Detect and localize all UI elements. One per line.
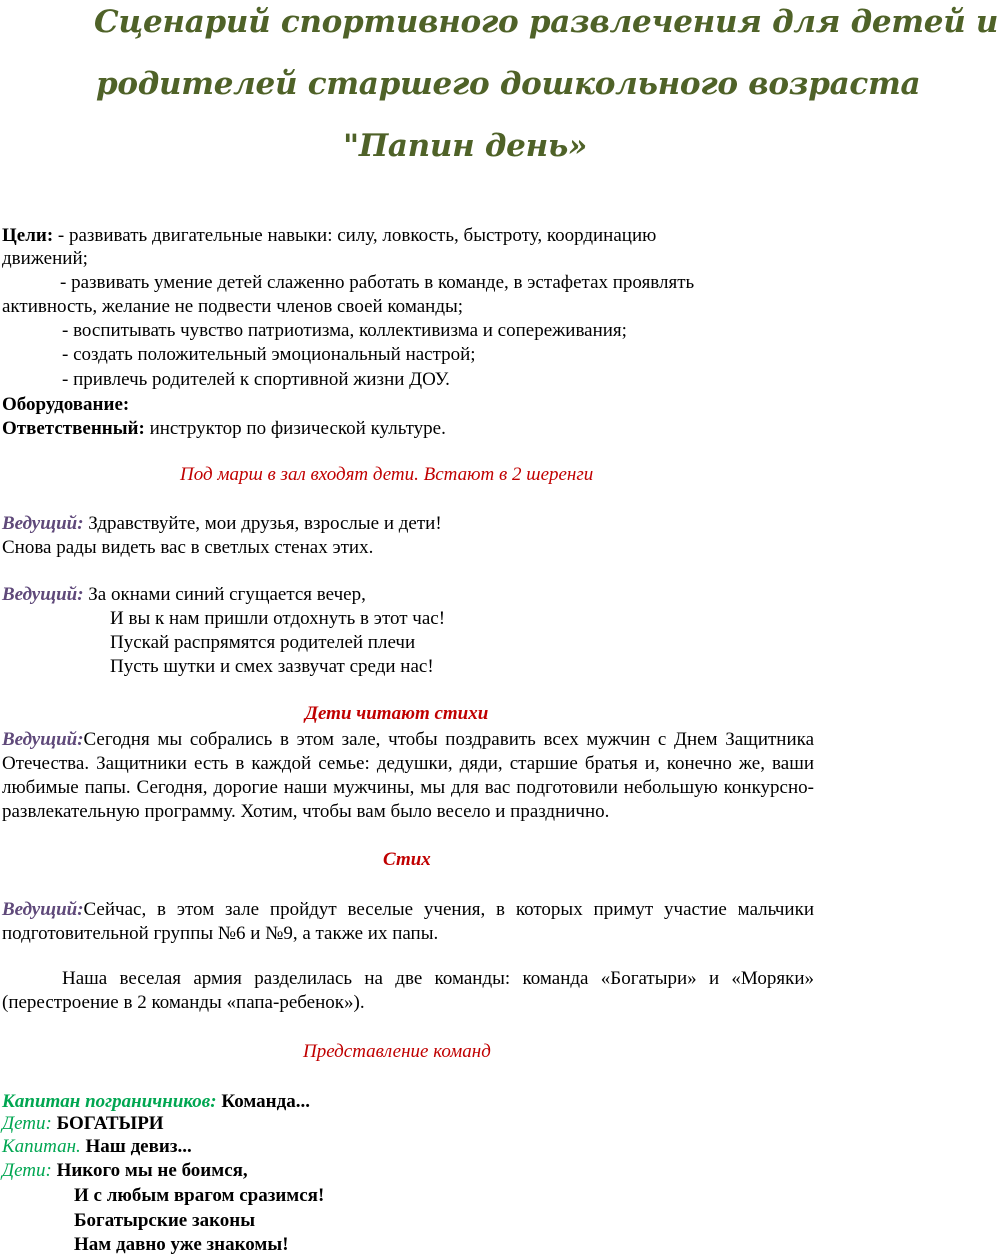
goals-label: Цели: <box>2 225 54 246</box>
captain-text: Наш девиз... <box>80 1136 192 1157</box>
stage-direction-verse: Стих <box>383 849 431 870</box>
host-label: Ведущий: <box>2 729 84 750</box>
title-line-3: "Папин день» <box>343 128 588 164</box>
kids-text-1: БОГАТЫРИ <box>51 1113 164 1134</box>
title-line-2: родителей старшего дошкольного возраста <box>96 66 921 102</box>
host-line-2 <box>2 584 366 606</box>
host-greeting-2: Снова рады видеть вас в светлых стенах этих. <box>2 537 374 558</box>
goals-line-7: - привлечь родителей к спортивной жизни ДОУ. <box>62 369 450 390</box>
dialog-line-3 <box>2 1136 192 1158</box>
kids-text-2: Никого мы не боимся, <box>51 1160 248 1181</box>
army-paragraph: Наша веселая армия разделилась на две команды: команда «Богатыри» и «Моряки» (перестроение в 2 команды «папа-ребенок»). <box>2 968 814 1013</box>
kids-label: Дети: <box>2 1160 52 1181</box>
motto-line-2: И с любым врагом сразимся! <box>74 1185 325 1206</box>
goals-line-6: - создать положительный эмоциональный настрой; <box>62 344 476 365</box>
goals-text-1: - развивать двигательные навыки: силу, ловкость, быстроту, координацию <box>53 225 657 246</box>
equipment-label: Оборудование: <box>2 394 130 415</box>
host-paragraph-exercises <box>2 898 814 946</box>
host-line-1 <box>2 513 442 535</box>
host-label: Ведущий: <box>2 584 84 605</box>
poem-line-1: За окнами синий сгущается вечер, <box>83 584 366 605</box>
goals-line-4: активность, желание не подвести членов своей команды; <box>2 296 464 317</box>
goals-line-1 <box>2 225 656 247</box>
captain-border-label: Капитан пограничников: <box>2 1091 217 1112</box>
stage-direction-march: Под марш в зал входят дети. Встают в 2 шеренги <box>180 464 594 485</box>
poem-line-3: Пускай распрямятся родителей плечи <box>110 632 416 653</box>
dialog-line-4 <box>2 1160 248 1182</box>
host-label: Ведущий: <box>2 513 84 534</box>
responsible-line <box>2 418 446 440</box>
motto-line-3: Богатырские законы <box>74 1210 256 1231</box>
host-label: Ведущий: <box>2 899 84 920</box>
goals-line-5: - воспитывать чувство патриотизма, коллективизма и сопереживания; <box>62 320 627 341</box>
title-line-1: Сценарий спортивного развлечения для детей и <box>94 4 998 40</box>
kids-label: Дети: <box>2 1113 52 1134</box>
stage-direction-teams: Представление команд <box>303 1041 491 1062</box>
host-paragraph-defenders <box>2 728 814 824</box>
dialog-line-1 <box>2 1091 310 1113</box>
goals-line-3: - развивать умение детей слаженно работать в команде, в эстафетах проявлять <box>60 272 695 293</box>
stage-direction-poems: Дети читают стихи <box>305 703 489 724</box>
poem-line-2: И вы к нам пришли отдохнуть в этот час! <box>110 608 446 629</box>
motto-line-4: Нам давно уже знакомы! <box>74 1234 289 1255</box>
goals-line-2: движений; <box>2 248 88 269</box>
poem-line-4: Пусть шутки и смех зазвучат среди нас! <box>110 656 434 677</box>
dialog-line-2 <box>2 1113 164 1135</box>
captain-label: Капитан. <box>2 1136 81 1157</box>
host-exercises-text: Сейчас, в этом зале пройдут веселые учения, в которых примут участие мальчики подготовительной группы №6 и №9, а также их папы. <box>2 899 814 944</box>
responsible-text: инструктор по физической культуре. <box>144 418 446 439</box>
host-defenders-text: Сегодня мы собрались в этом зале, чтобы поздравить всех мужчин с Днем Защитника Отечества. Защитники есть в каждой семье: дедушки, дяди, старшие братья и, конечно же, ваши любимые папы. Сегодня, дорогие наши мужчины, мы для вас подготовили небольшую конкурсно-развлекательную программу. Хотим, чтобы вам было весело и празднично. <box>2 729 814 822</box>
responsible-label: Ответственный: <box>2 418 145 439</box>
host-greeting-1: Здравствуйте, мои друзья, взрослые и дети! <box>83 513 442 534</box>
captain-border-text: Команда... <box>216 1091 310 1112</box>
